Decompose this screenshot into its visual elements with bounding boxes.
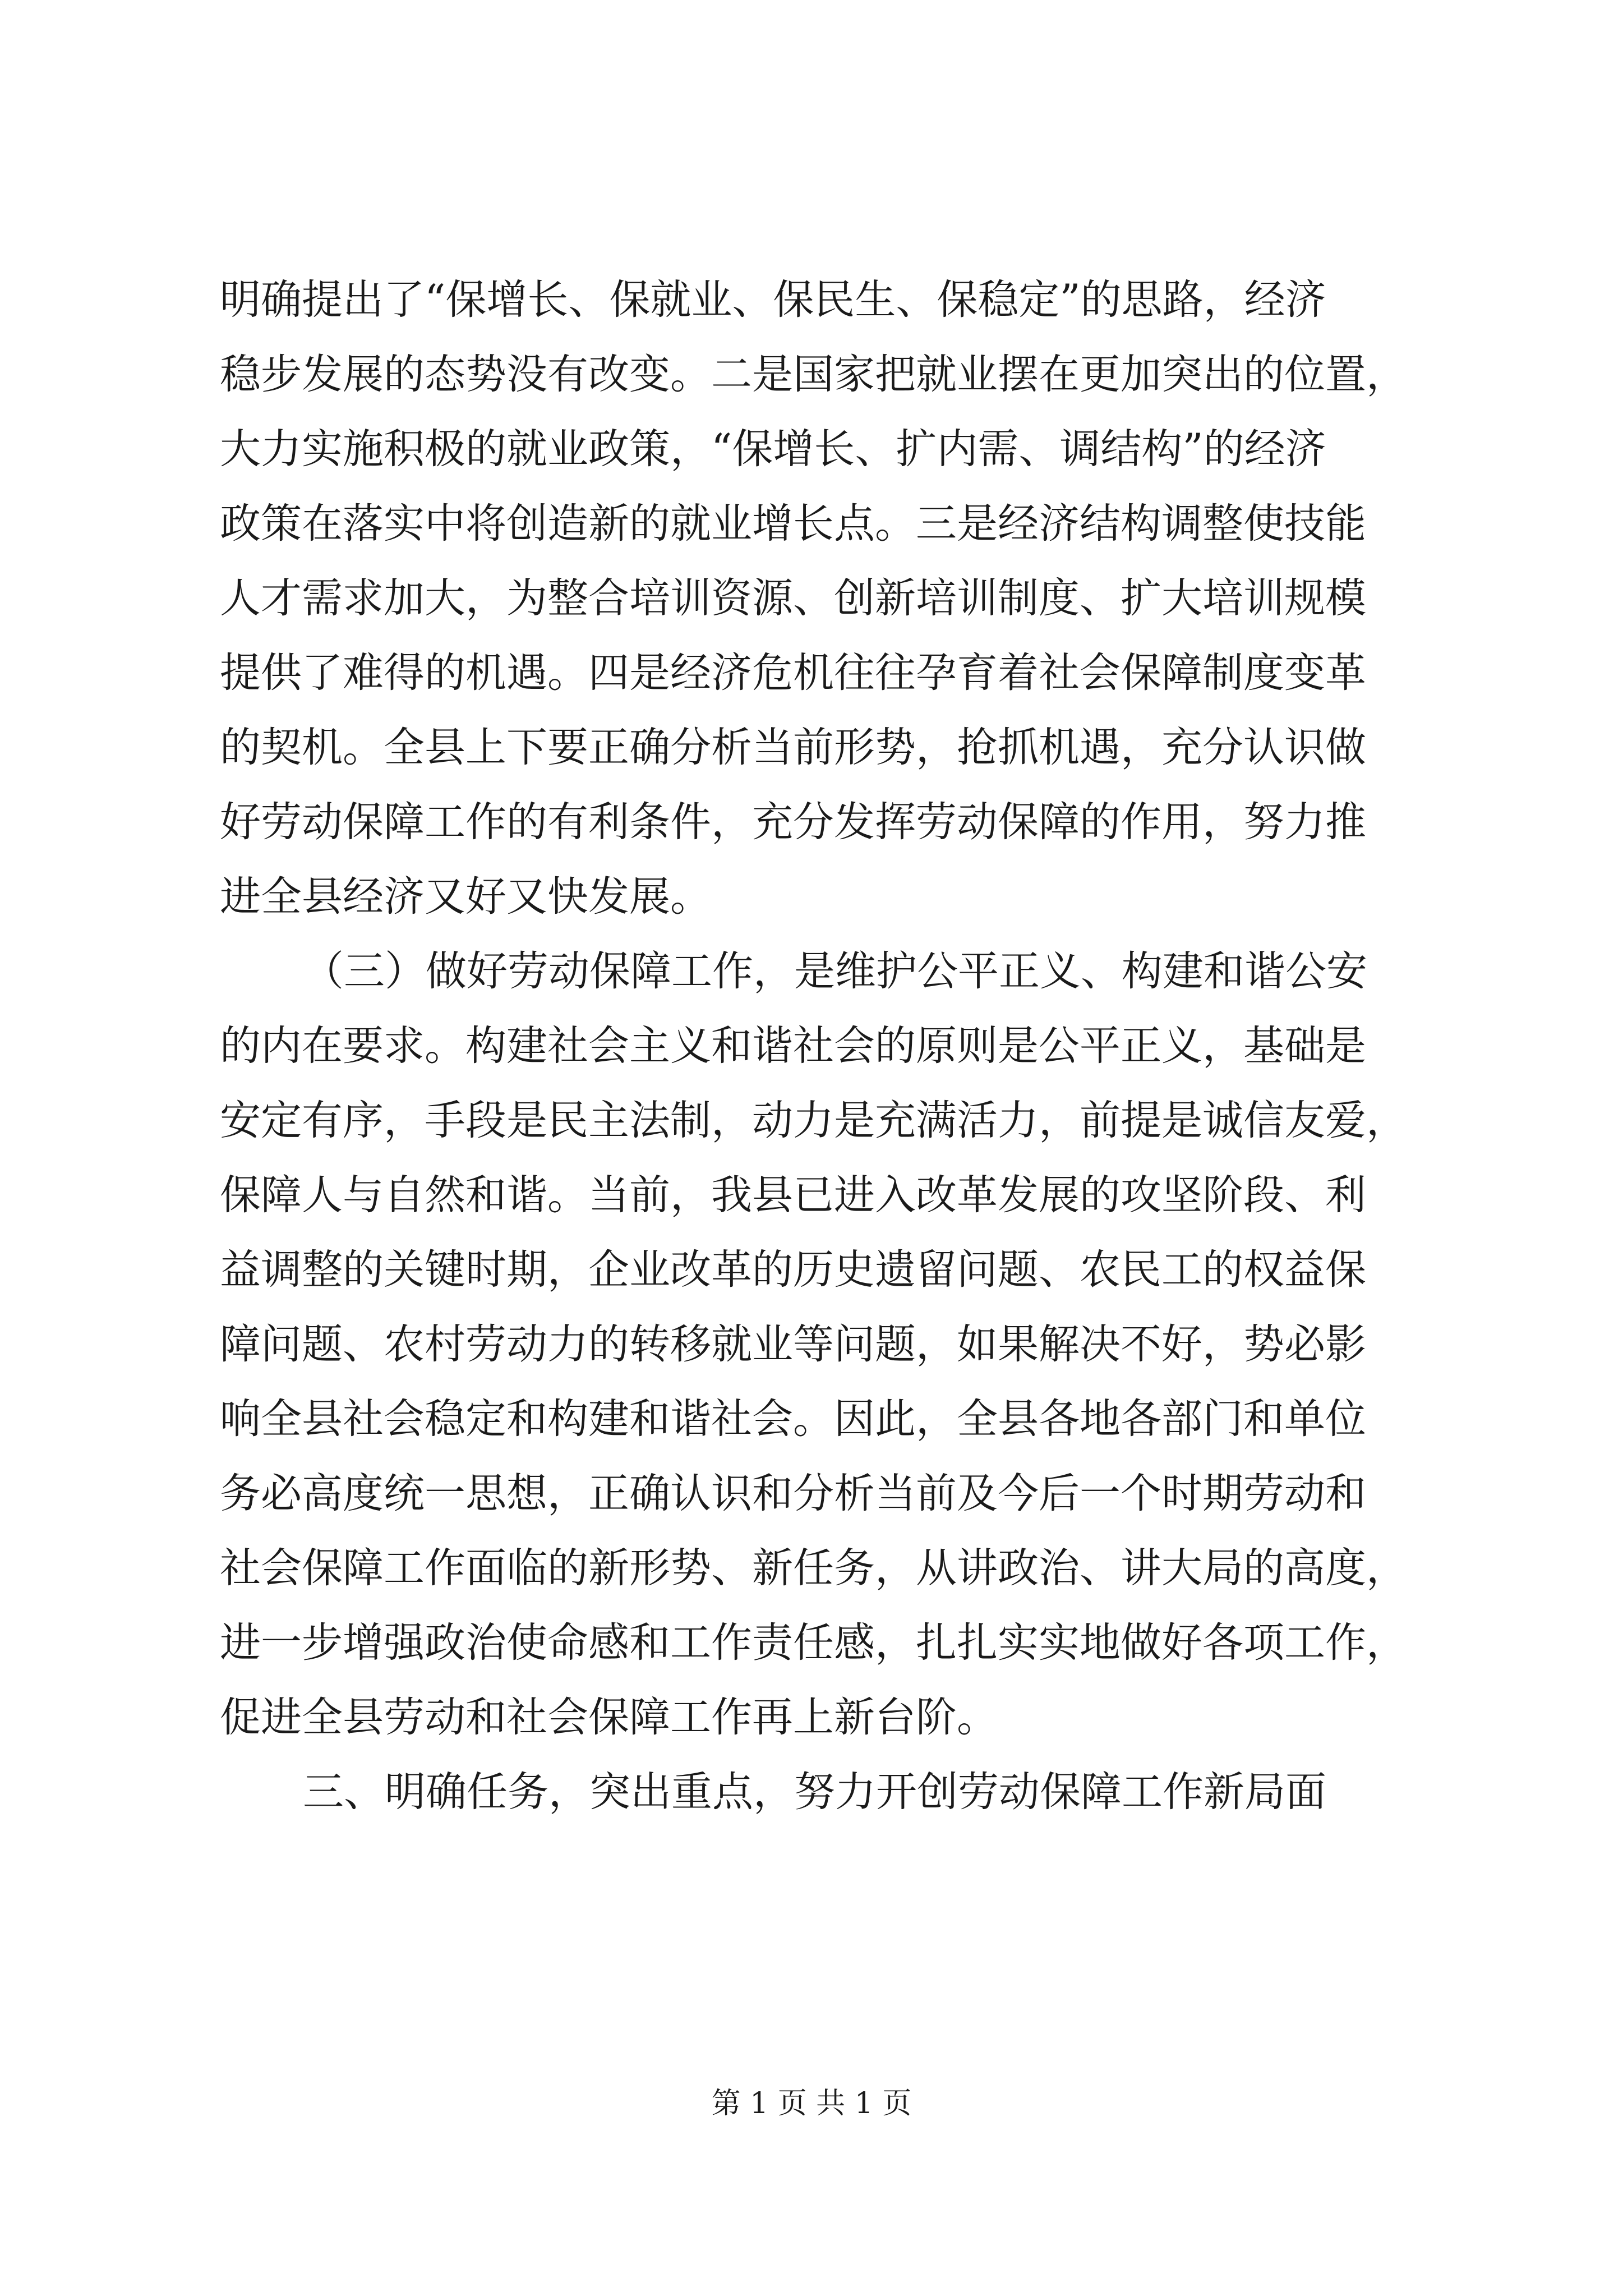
body-text-line: 益调整的关键时期，企业改革的历史遗留问题、农民工的权益保 — [220, 1246, 1366, 1294]
body-text-line: 大力实施积极的就业政策，“保增长、扩内需、调结构”的经济 — [220, 425, 1326, 473]
body-text-line: 好劳动保障工作的有利条件，充分发挥劳动保障的作用，努力推 — [220, 798, 1366, 846]
body-text-line: 的内在要求。构建社会主义和谐社会的原则是公平正义，基础是 — [220, 1022, 1366, 1070]
body-text-line: 进全县经济又好又快发展。 — [220, 873, 711, 921]
body-text-line: 障问题、农村劳动力的转移就业等问题，如果解决不好，势必影 — [220, 1320, 1366, 1368]
body-text-line: 促进全县劳动和社会保障工作再上新台阶。 — [220, 1694, 998, 1741]
body-text-line: 响全县社会稳定和构建和谐社会。因此，全县各地各部门和单位 — [220, 1395, 1366, 1443]
body-text-line: 的契机。全县上下要正确分析当前形势，抢抓机遇，充分认识做 — [220, 724, 1366, 771]
body-text-line: 社会保障工作面临的新形势、新任务，从讲政治、讲大局的高度， — [220, 1544, 1407, 1592]
page-number-footer: 第 1 页 共 1 页 — [711, 2087, 912, 2120]
body-text-line: 政策在落实中将创造新的就业增长点。三是经济结构调整使技能 — [220, 500, 1366, 547]
body-text-line: 安定有序，手段是民主法制，动力是充满活力，前提是诚信友爱， — [220, 1097, 1407, 1144]
body-text-line: 稳步发展的态势没有改变。二是国家把就业摆在更加突出的位置， — [220, 351, 1407, 398]
body-text-line: 明确提出了“保增长、保就业、保民生、保稳定”的思路，经济 — [220, 276, 1326, 324]
paragraph-heading-line: （三）做好劳动保障工作，是维护公平正义、构建和谐公安 — [303, 947, 1367, 995]
body-text-line: 保障人与自然和谐。当前，我县已进入改革发展的攻坚阶段、利 — [220, 1171, 1366, 1219]
body-text-line: 进一步增强政治使命感和工作责任感，扎扎实实地做好各项工作， — [220, 1619, 1407, 1667]
body-text-line: 提供了难得的机遇。四是经济危机往往孕育着社会保障制度变革 — [220, 649, 1366, 697]
body-text-line: 人才需求加大，为整合培训资源、创新培训制度、扩大培训规模 — [220, 574, 1366, 622]
body-text-line: 务必高度统一思想，正确认识和分析当前及今后一个时期劳动和 — [220, 1470, 1366, 1517]
section-heading: 三、明确任务，突出重点，努力开创劳动保障工作新局面 — [303, 1768, 1326, 1816]
